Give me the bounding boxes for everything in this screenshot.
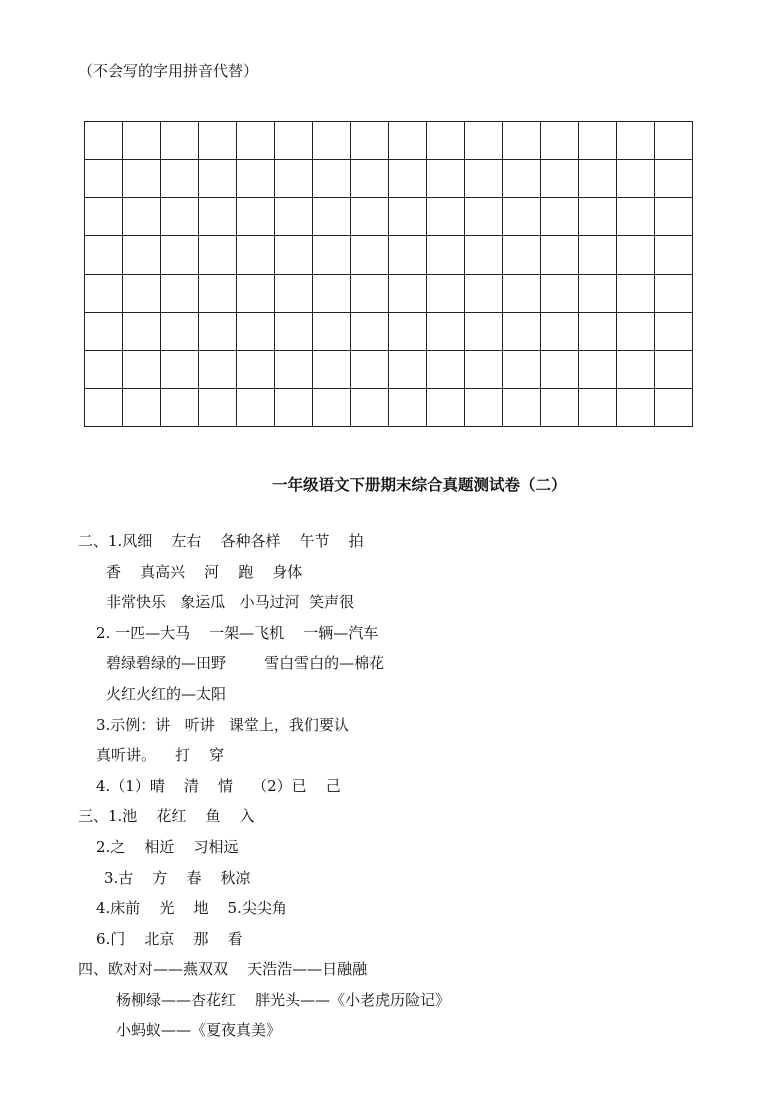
answer-line: 3.古 方 春 秋凉 <box>104 869 251 887</box>
answer-line: 6.门 北京 那 看 <box>96 930 243 948</box>
grid-cell <box>465 122 503 160</box>
grid-cell <box>541 160 579 198</box>
grid-cell <box>389 388 427 426</box>
grid-cell <box>389 160 427 198</box>
grid-cell <box>351 388 389 426</box>
grid-cell <box>313 198 351 236</box>
grid-cell <box>85 350 123 388</box>
grid-cell <box>351 198 389 236</box>
grid-cell <box>427 236 465 274</box>
grid-cell <box>655 236 693 274</box>
grid-cell <box>541 122 579 160</box>
grid-cell <box>161 312 199 350</box>
grid-cell <box>123 312 161 350</box>
answer-line: 3.示例：讲 听讲 课堂上，我们要认 <box>96 716 349 734</box>
grid-cell <box>85 160 123 198</box>
grid-cell <box>465 236 503 274</box>
grid-cell <box>579 122 617 160</box>
answer-line: 小蚂蚁——《夏夜真美》 <box>116 1021 282 1039</box>
grid-cell <box>617 160 655 198</box>
answer-line: 4.（1）晴 清 情 （2）已 己 <box>96 777 341 795</box>
grid-cell <box>237 350 275 388</box>
grid-cell <box>541 312 579 350</box>
grid-cell <box>313 122 351 160</box>
writing-note: （不会写的字用拼音代替） <box>78 62 259 80</box>
grid-cell <box>199 160 237 198</box>
grid-cell <box>655 388 693 426</box>
grid-cell <box>161 198 199 236</box>
grid-cell <box>275 122 313 160</box>
grid-cell <box>465 312 503 350</box>
grid-cell <box>351 350 389 388</box>
grid-cell <box>541 350 579 388</box>
grid-cell <box>617 388 655 426</box>
grid-cell <box>465 350 503 388</box>
grid-cell <box>123 388 161 426</box>
grid-cell <box>313 312 351 350</box>
grid-cell <box>237 198 275 236</box>
grid-row <box>85 160 693 198</box>
grid-cell <box>123 350 161 388</box>
grid-row <box>85 198 693 236</box>
grid-cell <box>85 122 123 160</box>
grid-cell <box>237 160 275 198</box>
grid-cell <box>199 198 237 236</box>
grid-cell <box>427 350 465 388</box>
grid-cell <box>123 236 161 274</box>
grid-cell <box>427 198 465 236</box>
grid-cell <box>123 198 161 236</box>
grid-cell <box>427 388 465 426</box>
grid-cell <box>275 236 313 274</box>
grid-cell <box>85 312 123 350</box>
grid-cell <box>237 274 275 312</box>
grid-cell <box>161 350 199 388</box>
grid-cell <box>541 274 579 312</box>
grid-cell <box>389 274 427 312</box>
grid-cell <box>617 122 655 160</box>
grid-cell <box>655 198 693 236</box>
grid-cell <box>161 122 199 160</box>
grid-cell <box>351 160 389 198</box>
grid-cell <box>351 312 389 350</box>
grid-cell <box>237 388 275 426</box>
grid-cell <box>389 198 427 236</box>
exam-title: 一年级语文下册期末综合真题测试卷（二） <box>272 475 567 494</box>
writing-grid <box>84 121 693 427</box>
grid-cell <box>617 274 655 312</box>
grid-cell <box>313 274 351 312</box>
grid-cell <box>389 236 427 274</box>
grid-cell <box>541 236 579 274</box>
grid-cell <box>313 160 351 198</box>
grid-cell <box>123 160 161 198</box>
grid-cell <box>161 388 199 426</box>
grid-cell <box>503 160 541 198</box>
grid-row <box>85 274 693 312</box>
grid-cell <box>389 122 427 160</box>
grid-cell <box>199 350 237 388</box>
grid-cell <box>313 350 351 388</box>
grid-cell <box>465 160 503 198</box>
answer-line: 非常快乐 象运瓜 小马过河 笑声很 <box>106 593 355 611</box>
answer-line: 香 真高兴 河 跑 身体 <box>106 563 303 581</box>
grid-row <box>85 312 693 350</box>
grid-cell <box>85 236 123 274</box>
grid-cell <box>465 388 503 426</box>
grid-cell <box>503 274 541 312</box>
grid-row <box>85 350 693 388</box>
grid-cell <box>199 274 237 312</box>
grid-cell <box>237 312 275 350</box>
grid-cell <box>85 388 123 426</box>
grid-row <box>85 388 693 426</box>
grid-cell <box>655 350 693 388</box>
grid-cell <box>275 350 313 388</box>
answer-line: 4.床前 光 地 5.尖尖角 <box>96 899 287 917</box>
grid-cell <box>503 388 541 426</box>
answer-line: 四、欧对对——燕双双 天浩浩——日融融 <box>78 960 368 978</box>
grid-cell <box>199 122 237 160</box>
grid-cell <box>655 274 693 312</box>
grid-cell <box>351 122 389 160</box>
grid-cell <box>579 236 617 274</box>
grid-cell <box>427 160 465 198</box>
grid-cell <box>85 274 123 312</box>
answer-line: 真听讲。 打 穿 <box>96 746 225 764</box>
grid-cell <box>427 312 465 350</box>
grid-cell <box>161 160 199 198</box>
grid-cell <box>275 198 313 236</box>
grid-cell <box>237 122 275 160</box>
grid-cell <box>275 388 313 426</box>
grid-cell <box>313 236 351 274</box>
grid-cell <box>465 198 503 236</box>
grid-cell <box>579 198 617 236</box>
answer-line: 火红火红的—太阳 <box>106 685 227 703</box>
grid-cell <box>199 236 237 274</box>
grid-cell <box>579 312 617 350</box>
grid-cell <box>237 236 275 274</box>
grid-cell <box>503 198 541 236</box>
grid-cell <box>617 312 655 350</box>
answer-line: 二、1.风细 左右 各种各样 午节 拍 <box>78 532 364 550</box>
grid-cell <box>617 198 655 236</box>
grid-cell <box>503 236 541 274</box>
grid-cell <box>199 312 237 350</box>
grid-cell <box>617 236 655 274</box>
grid-cell <box>655 312 693 350</box>
grid-cell <box>655 160 693 198</box>
grid-cell <box>579 274 617 312</box>
grid-row <box>85 122 693 160</box>
grid-cell <box>579 160 617 198</box>
grid-cell <box>389 350 427 388</box>
grid-cell <box>161 236 199 274</box>
grid-cell <box>161 274 199 312</box>
grid-cell <box>465 274 503 312</box>
grid-cell <box>503 122 541 160</box>
grid-cell <box>655 122 693 160</box>
grid-cell <box>313 388 351 426</box>
grid-cell <box>503 312 541 350</box>
grid-cell <box>85 198 123 236</box>
grid-cell <box>503 350 541 388</box>
grid-cell <box>427 122 465 160</box>
grid-cell <box>579 350 617 388</box>
answer-line: 2. 一匹—大马 一架—飞机 一辆—汽车 <box>96 624 379 642</box>
answer-line: 杨柳绿——杏花红 胖光头——《小老虎历险记》 <box>116 991 451 1009</box>
grid-cell <box>123 274 161 312</box>
grid-cell <box>351 236 389 274</box>
grid-cell <box>275 160 313 198</box>
grid-row <box>85 236 693 274</box>
grid-cell <box>541 198 579 236</box>
grid-cell <box>275 312 313 350</box>
answer-line: 碧绿碧绿的—田野 雪白雪白的—棉花 <box>106 654 385 672</box>
grid-cell <box>427 274 465 312</box>
grid-cell <box>389 312 427 350</box>
grid-cell <box>541 388 579 426</box>
answer-line: 2.之 相近 习相远 <box>96 838 239 856</box>
grid-cell <box>199 388 237 426</box>
grid-cell <box>351 274 389 312</box>
grid-cell <box>275 274 313 312</box>
grid-cell <box>579 388 617 426</box>
grid-cell <box>617 350 655 388</box>
grid-cell <box>123 122 161 160</box>
answer-line: 三、1.池 花红 鱼 入 <box>78 807 255 825</box>
